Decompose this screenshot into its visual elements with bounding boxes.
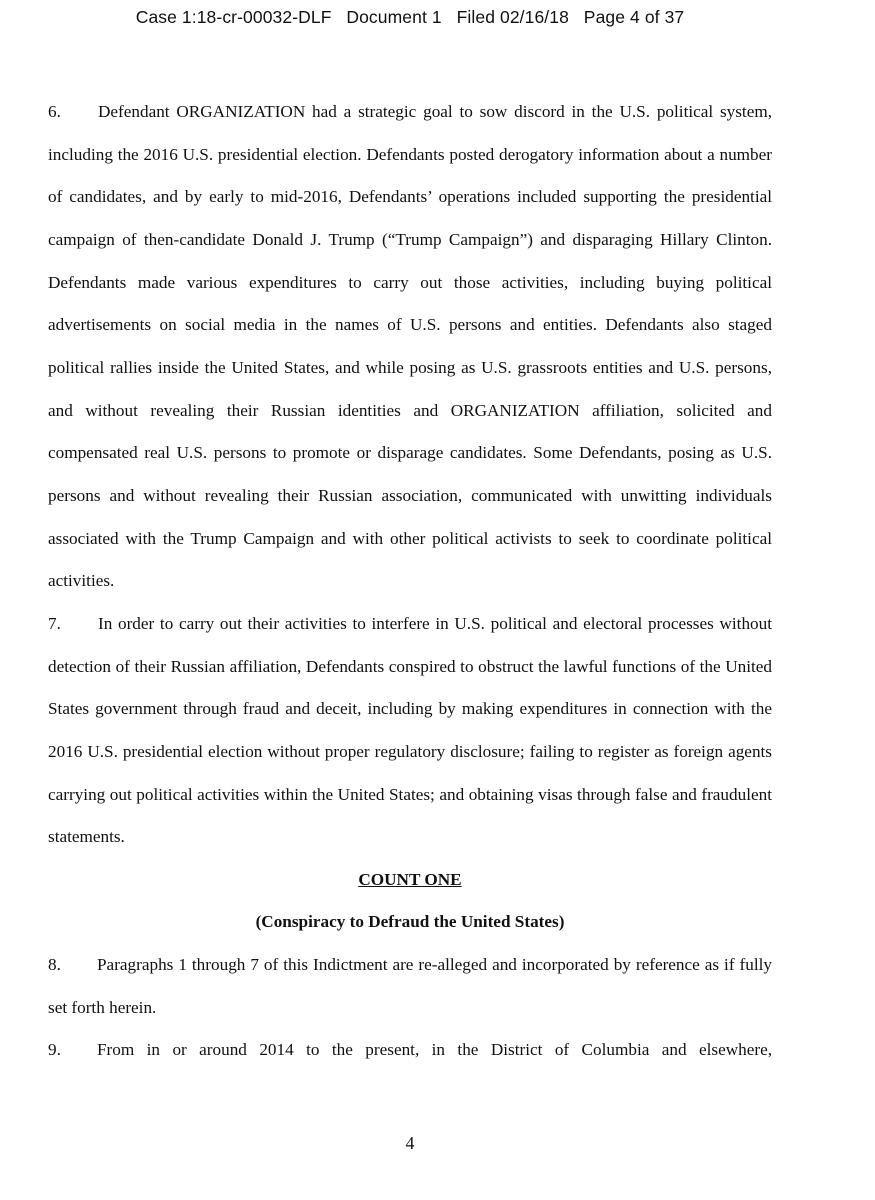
paragraph-number: 7.	[48, 613, 61, 633]
count-title	[48, 859, 772, 902]
paragraph-7	[48, 603, 772, 859]
case-header: Case 1:18-cr-00032-DLF Document 1 Filed 02/16/18 Page 4 of 37	[135, 7, 685, 27]
page-number: 4	[405, 1133, 415, 1153]
paragraph-number: 6.	[48, 102, 61, 121]
paragraph-text: Defendant ORGANIZATION had a strategic goal to sow discord in the U.S. political system, including the 2016 U.S. presidential election. Defendants posted derogatory information about a number of candidates, and by early to mid-2016, Defendants’ operations included supporting the presidential campaign of then-candidate Donald J. Trump (“Trump Campaign”) and disparaging Hillary Clinton. Defendants made various expenditures to carry out those activities, including buying political advertisements on social media in the names of U.S. persons and entities. Defendants also staged political rallies inside the United States, and while posing as U.S. grassroots entities and U.S. persons, and without revealing their Russian identities and ORGANIZATION affiliation, solicited and compensated real U.S. persons to promote or disparage candidates. Some Defendants, posing as U.S. persons and without revealing their Russian association, communicated with unwitting individuals associated with the Trump Campaign and with other political activists to seek to coordinate political activities.	[48, 102, 772, 591]
paragraph-text: In order to carry out their activities to interfere in U.S. political and electoral processes without detection of their Russian affiliation, Defendants conspired to obstruct the lawful functions of the United States government through fraud and deceit, including by making expenditures in connection with the 2016 U.S. presidential election without proper regulatory disclosure; failing to register as foreign agents carrying out political activities within the United States; and obtaining visas through false and fraudulent statements.	[48, 613, 772, 847]
paragraph-number: 8.	[48, 955, 61, 975]
paragraph-text: Paragraphs 1 through 7 of this Indictment are re-alleged and incorporated by reference as if fully set forth herein.	[48, 955, 772, 1017]
paragraph-8	[48, 944, 772, 1029]
paragraph-text: From in or around 2014 to the present, in the District of Columbia and elsewhere,	[97, 1040, 772, 1060]
paragraph-number: 9.	[48, 1040, 61, 1060]
paragraph-9	[48, 1029, 772, 1072]
document-body	[48, 91, 772, 1072]
count-title-text: COUNT ONE	[358, 869, 462, 889]
paragraph-6	[48, 91, 772, 603]
count-subtitle: (Conspiracy to Defraud the United States)	[255, 912, 565, 932]
